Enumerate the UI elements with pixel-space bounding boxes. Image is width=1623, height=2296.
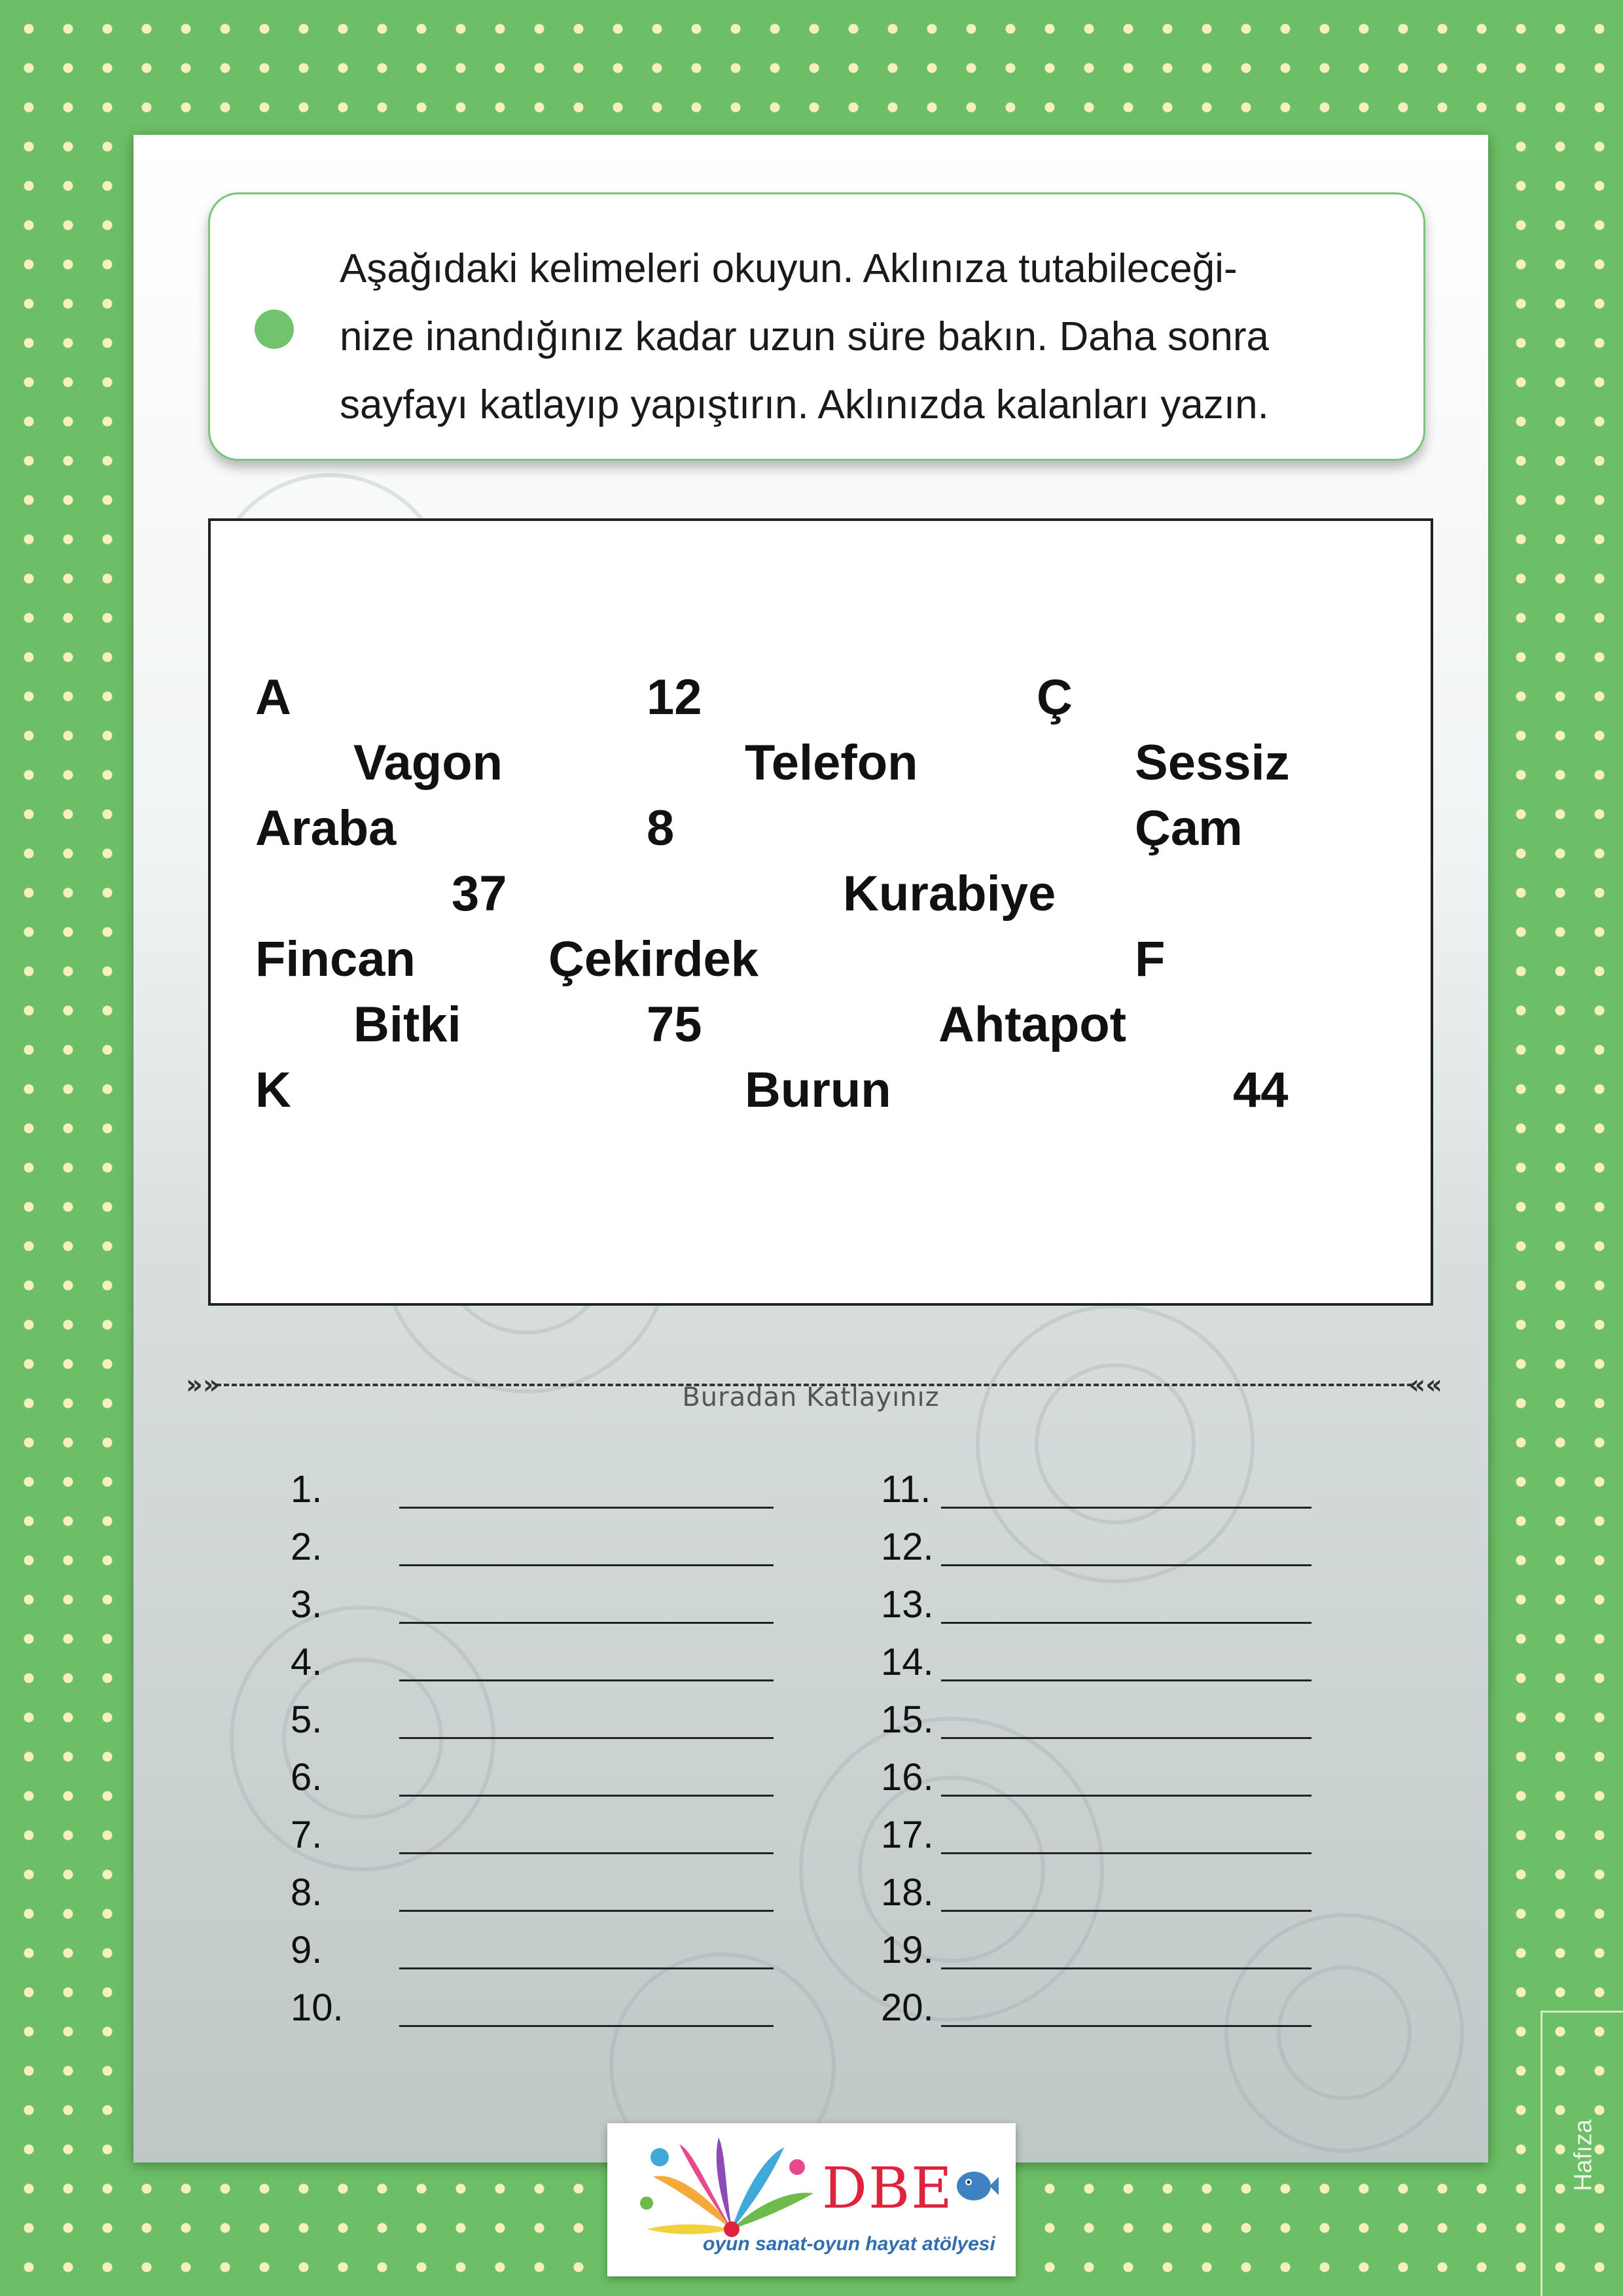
answer-number: 6.: [291, 1756, 323, 1799]
answer-blank[interactable]: [399, 1795, 774, 1797]
fold-label: Buradan Katlayınız: [682, 1382, 940, 1412]
instruction-box: [208, 192, 1425, 461]
instruction-line-1: Aşağıdaki kelimeleri okuyun. Aklınıza tutabileceği-: [340, 246, 1238, 291]
answer-blank[interactable]: [941, 1737, 1311, 1739]
answer-row: [291, 1749, 762, 1806]
answer-row: [291, 1806, 762, 1864]
answer-blank[interactable]: [941, 1910, 1311, 1912]
answer-number: 11.: [881, 1468, 931, 1511]
answer-row: [291, 1518, 762, 1576]
answer-row: [881, 1461, 1352, 1518]
answer-row: [291, 1922, 762, 1979]
word-item: Kurabiye: [843, 866, 1056, 922]
word-item: Araba: [255, 800, 397, 856]
answer-number: 12.: [881, 1526, 934, 1568]
word-item: Fincan: [255, 931, 416, 987]
answer-blank[interactable]: [941, 1852, 1311, 1854]
answer-blank[interactable]: [399, 1507, 774, 1509]
answer-row: [881, 1806, 1352, 1864]
answer-number: 1.: [291, 1468, 323, 1511]
word-item: K: [255, 1062, 291, 1118]
answer-blank[interactable]: [941, 1564, 1311, 1566]
bullet-dot: [255, 310, 294, 349]
word-item: Vagon: [353, 735, 503, 791]
word-item: 37: [452, 866, 507, 922]
word-item: 75: [647, 997, 702, 1052]
answer-row: [291, 1461, 762, 1518]
answer-number: 20.: [881, 1986, 934, 2029]
answer-blank[interactable]: [941, 1967, 1311, 1969]
dbe-logo: [607, 2123, 1016, 2276]
answer-number: 13.: [881, 1583, 934, 1626]
word-item: Telefon: [745, 735, 918, 791]
answer-blank[interactable]: [399, 1622, 774, 1624]
word-item: F: [1135, 931, 1166, 987]
answer-row: [881, 1576, 1352, 1634]
answer-row: [881, 1634, 1352, 1691]
fold-arrow-left-icon: »»: [186, 1370, 220, 1400]
flower-splash-icon: [633, 2131, 830, 2249]
answer-row: [881, 1691, 1352, 1749]
answer-row: [291, 1979, 762, 2037]
memory-word-box: [208, 518, 1433, 1306]
answer-blank[interactable]: [941, 1622, 1311, 1624]
answer-row: [881, 1922, 1352, 1979]
word-item: 44: [1233, 1062, 1289, 1118]
answer-blank[interactable]: [941, 1795, 1311, 1797]
side-tab-label: Hafıza: [1569, 2119, 1597, 2191]
word-item: Sessiz: [1135, 735, 1290, 791]
answer-blank[interactable]: [941, 1507, 1311, 1509]
answer-number: 3.: [291, 1583, 323, 1626]
answer-number: 18.: [881, 1871, 934, 1914]
answer-row: [881, 1979, 1352, 2037]
worksheet-page: [134, 135, 1488, 2162]
word-item: Çam: [1135, 800, 1243, 856]
word-item: 8: [647, 800, 675, 856]
answer-number: 15.: [881, 1698, 934, 1741]
word-item: 12: [647, 670, 702, 725]
answer-number: 17.: [881, 1814, 934, 1856]
section-side-tab: [1541, 2011, 1623, 2296]
instruction-line-2: nize inandığınız kadar uzun süre bakın. Daha sonra: [340, 314, 1270, 359]
word-item: Ç: [1037, 670, 1073, 725]
answer-number: 19.: [881, 1929, 934, 1971]
word-item: Ahtapot: [938, 997, 1127, 1052]
answer-number: 14.: [881, 1641, 934, 1683]
fold-arrow-right-icon: ««: [1408, 1370, 1442, 1400]
instruction-text: [340, 235, 1400, 439]
answer-number: 16.: [881, 1756, 934, 1799]
answer-blank[interactable]: [399, 1679, 774, 1681]
word-item: A: [255, 670, 291, 725]
word-item: Çekirdek: [548, 931, 759, 987]
answer-row: [291, 1691, 762, 1749]
answer-row: [291, 1864, 762, 1922]
answer-row: [881, 1518, 1352, 1576]
answer-blank[interactable]: [941, 1679, 1311, 1681]
answer-blank[interactable]: [399, 1737, 774, 1739]
logo-tagline: oyun sanat-oyun hayat atölyesi: [703, 2233, 995, 2255]
answer-row: [881, 1749, 1352, 1806]
answer-number: 2.: [291, 1526, 323, 1568]
word-item: Bitki: [353, 997, 461, 1052]
answer-blank[interactable]: [399, 1967, 774, 1969]
answer-number: 8.: [291, 1871, 323, 1914]
answer-row: [291, 1576, 762, 1634]
answer-row: [881, 1864, 1352, 1922]
answer-number: 5.: [291, 1698, 323, 1741]
answer-number: 9.: [291, 1929, 323, 1971]
fish-icon: [953, 2160, 999, 2212]
answer-blank[interactable]: [399, 1564, 774, 1566]
word-item: Burun: [745, 1062, 891, 1118]
answer-blank[interactable]: [399, 2025, 774, 2027]
answer-number: 10.: [291, 1986, 344, 2029]
answer-blank[interactable]: [941, 2025, 1311, 2027]
instruction-line-3: sayfayı katlayıp yapıştırın. Aklınızda kalanları yazın.: [340, 382, 1269, 427]
answer-row: [291, 1634, 762, 1691]
answer-blank[interactable]: [399, 1852, 774, 1854]
answer-blank[interactable]: [399, 1910, 774, 1912]
logo-brand-text: DBE: [822, 2156, 954, 2221]
answer-number: 4.: [291, 1641, 323, 1683]
answer-number: 7.: [291, 1814, 323, 1856]
